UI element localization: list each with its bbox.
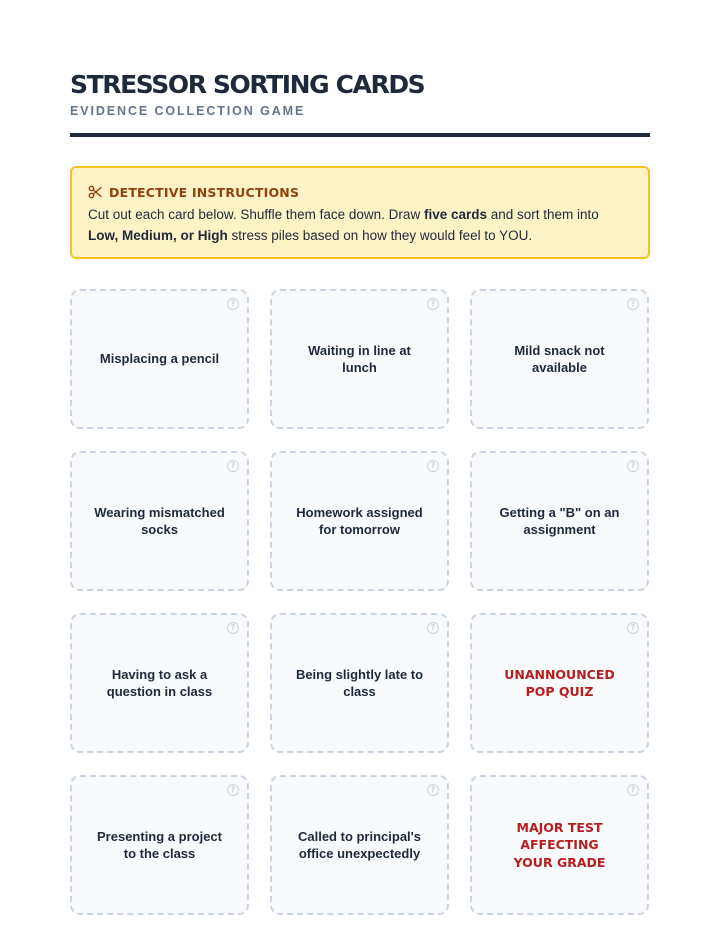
instructions-text-part: stress piles based on how they would feel to YOU. bbox=[227, 228, 533, 243]
card-label: Having to ask a question in class bbox=[106, 666, 213, 699]
help-icon: ? bbox=[227, 460, 239, 472]
card-label: Misplacing a pencil bbox=[99, 351, 220, 367]
card-label: Homework assigned for tomorrow bbox=[296, 504, 423, 537]
card-label: Wearing mismatched socks bbox=[94, 504, 225, 537]
stressor-card[interactable] bbox=[470, 775, 649, 915]
stressor-card[interactable] bbox=[270, 775, 449, 915]
card-label: MAJOR TEST AFFECTING YOUR GRADE bbox=[513, 819, 606, 870]
instructions-text-part: and sort them into bbox=[487, 207, 599, 222]
card-label: Presenting a project to the class bbox=[97, 828, 222, 861]
instructions-box bbox=[70, 166, 650, 259]
instructions-title: DETECTIVE INSTRUCTIONS bbox=[109, 184, 300, 200]
stressor-card[interactable] bbox=[70, 289, 249, 429]
card-label: Being slightly late to class bbox=[295, 666, 424, 699]
card-label: Called to principal's office unexpectedly bbox=[297, 828, 421, 861]
help-icon: ? bbox=[227, 784, 239, 796]
help-icon: ? bbox=[427, 298, 439, 310]
help-icon: ? bbox=[427, 622, 439, 634]
stressor-card[interactable] bbox=[470, 289, 649, 429]
instructions-text-part: Cut out each card below. Shuffle them face down. Draw bbox=[88, 207, 424, 222]
instructions-emphasis: five cards bbox=[423, 207, 487, 222]
instructions-header bbox=[88, 182, 632, 202]
stressor-card[interactable] bbox=[70, 613, 249, 753]
instructions-emphasis: Low, Medium, or High bbox=[88, 228, 228, 243]
stressor-card[interactable] bbox=[270, 451, 449, 591]
stressor-card[interactable] bbox=[70, 775, 249, 915]
stressor-card[interactable] bbox=[270, 613, 449, 753]
stressor-card[interactable] bbox=[470, 613, 649, 753]
help-icon: ? bbox=[627, 622, 639, 634]
help-icon: ? bbox=[427, 784, 439, 796]
page-title: STRESSOR SORTING CARDS bbox=[70, 70, 425, 99]
help-icon: ? bbox=[227, 622, 239, 634]
help-icon: ? bbox=[227, 298, 239, 310]
scissors-icon bbox=[88, 185, 102, 199]
card-label: Getting a "B" on an assignment bbox=[499, 504, 620, 537]
stressor-card[interactable] bbox=[70, 451, 249, 591]
help-icon: ? bbox=[427, 460, 439, 472]
header-divider bbox=[70, 133, 650, 137]
instructions-text bbox=[88, 204, 632, 246]
card-label: Waiting in line at lunch bbox=[308, 342, 411, 375]
stressor-card[interactable] bbox=[470, 451, 649, 591]
card-label: UNANNOUNCED POP QUIZ bbox=[504, 666, 615, 699]
help-icon: ? bbox=[627, 460, 639, 472]
card-label: Mild snack not available bbox=[514, 342, 605, 375]
help-icon: ? bbox=[627, 298, 639, 310]
page-subtitle: EVIDENCE COLLECTION GAME bbox=[70, 104, 306, 118]
stressor-card[interactable] bbox=[270, 289, 449, 429]
help-icon: ? bbox=[627, 784, 639, 796]
